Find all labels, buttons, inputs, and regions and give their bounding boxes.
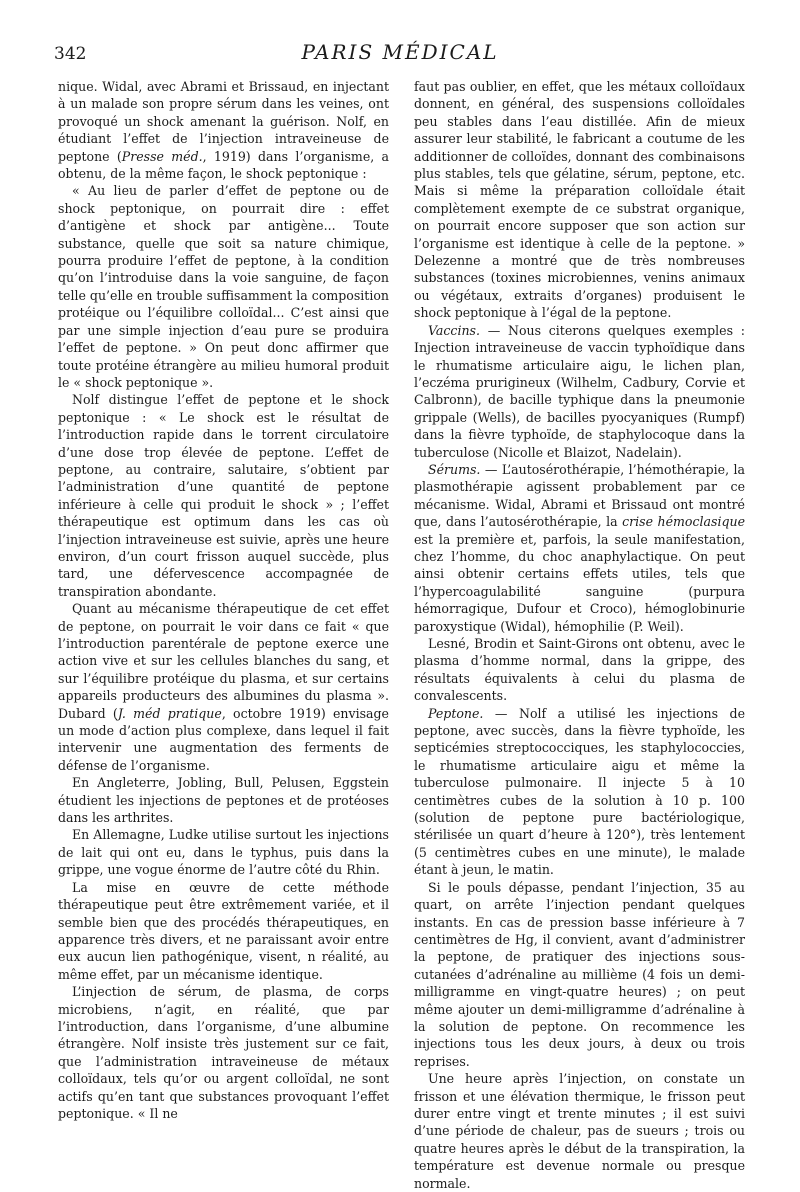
- citation: J. méd pratique: [117, 705, 222, 721]
- paragraph: En Allemagne, Ludke utilise surtout les injections de lait qui ont eu, dans le typhus, puis dans la grippe, une vogue énorme de l’autre côté du Rhin.: [58, 827, 389, 878]
- left-column: [58, 78, 389, 1122]
- paragraph: Si le pouls dépasse, pendant l’injection, 35 au quart, on arrête l’injection pendant quelques instants. En cas de pression basse inférieure à 7 centimètres de Hg, il convient, avant d’administrer la peptone, de pratiquer des injections sous-cutanées d’adrénaline au millième (4 fois un demi-milligramme en vingt-quatre heures) ; on peut même ajouter un demi-milligramme d’adrénaline à la solution de peptone. On recommence les injections tous les deux jours, à deux ou trois reprises.: [414, 879, 745, 1069]
- section-heading: Peptone.: [428, 705, 484, 721]
- right-column: [414, 78, 745, 1192]
- journal-title: PARIS MÉDICAL: [301, 40, 499, 64]
- paragraph: Lesné, Brodin et Saint-Girons ont obtenu, avec le plasma d’homme normal, dans la grippe, des résultats équivalents à celui du plasma de convalescents.: [414, 636, 745, 704]
- citation: Presse méd.: [121, 148, 203, 164]
- paragraph: Quant au mécanisme thérapeutique de cet effet de peptone, on pourrait le voir dans ce fait « que l’introduction parentérale de peptone exerce une action vive et sur les cellules blanches du sang, et sur l’équilibre protéique du plasma, et sur certains appareils producteurs des albumines du plasma ». Dubard (J. méd pratique, octobre 1919) envisage un mode d’action plus complexe, dans lequel il fait intervenir une augmentation des ferments de défense de l’organisme.: [58, 601, 389, 773]
- paragraph: Sérums. — L’autosérothérapie, l’hémothérapie, la plasmothérapie agissent probablement par ce mécanisme. Widal, Abrami et Brissaud ont montré que, dans l’autosérothérapie, la crise hémoclasique est la première et, parfois, la seule manifestation, chez l’homme, du choc anaphylactique. On peut ainsi obtenir certains effets utiles, tels que l’hypercoagulabilité sanguine (purpura hémorragique, Dufour et Croco), hémoglobinurie paroxystique (Widal), hémophilie (P. Weil).: [414, 461, 745, 634]
- section-heading: Sérums.: [428, 461, 481, 477]
- page-number: 342: [54, 44, 87, 64]
- paragraph: En Angleterre, Jobling, Bull, Pelusen, Eggstein étudient les injections de peptones et de protéoses dans les arthrites.: [58, 775, 389, 826]
- paragraph: Nolf distingue l’effet de peptone et le shock peptonique : « Le shock est le résultat de l’introduction rapide dans le torrent circulatoire d’une dose trop élevée de peptone. L’effet de peptone, au contraire, salutaire, s’obtient par l’administration d’une quantité de peptone inférieure à celle qui produit le shock » ; l’effet thérapeutique est optimum dans les cas où l’injection intraveineuse est suivie, après une heure environ, d’un court frisson auquel succède, plus tard, une défervescence accompagnée de transpiration abondante.: [58, 392, 389, 599]
- paragraph: faut pas oublier, en effet, que les métaux colloïdaux donnent, en général, des suspensions colloïdales peu stables dans l’eau distillée. Afin de mieux assurer leur stabilité, le fabricant a coutume de les additionner de colloïdes, donnant des combinaisons plus stables, tels que gélatine, sérum, peptone, etc. Mais si même la préparation colloïdale était complètement exempte de ce substrat organique, on pourrait encore supposer que son action sur l’organisme est identique à celle de la peptone. » Delezenne a montré que de très nombreuses substances (toxines microbiennes, venins animaux ou végétaux, extraits d’organes) produisent le shock peptonique à l’égal de la peptone.: [414, 79, 745, 321]
- section-heading: Vaccins.: [428, 322, 480, 338]
- paragraph: Une heure après l’injection, on constate un frisson et une élévation thermique, le frisson peut durer entre vingt et trente minutes ; il est suivi d’une période de chaleur, pas de sueurs ; trois ou quatre heures après le début de la transpiration, la température est devenue normale ou presque normale.: [414, 1071, 745, 1191]
- paragraph: Peptone. — Nolf a utilisé les injections de peptone, avec succès, dans la fièvre typhoïde, les septicémies streptococciques, les staphylococcies, le rhumatisme articulaire aigu et même la tuberculose pulmonaire. Il injecte 5 à 10 centimètres cubes de la solution à 10 p. 100 (solution de peptone pure bactériologique, stérilisée un quart d’heure à 120°), très lentement (5 centimètres cubes en une minute), le malade étant à jeun, le matin.: [414, 705, 745, 878]
- paragraph: L’injection de sérum, de plasma, de corps microbiens, n’agit, en réalité, que par l’introduction, dans l’organisme, d’une albumine étrangère. Nolf insiste très justement sur ce fait, que l’administration intraveineuse de métaux colloïdaux, tels qu’or ou argent colloïdal, ne sont actifs qu’en tant que substances provoquant l’effet peptonique. « Il ne: [58, 984, 389, 1121]
- paragraph: Vaccins. — Nous citerons quelques exemples : Injection intraveineuse de vaccin typhoïdique dans le rhumatisme articulaire aigu, le lichen plan, l’eczéma prurigineux (Wilhelm, Cadbury, Corvie et Calbronn), de bacille typhique dans la pneumonie grippale (Wells), de bacilles pyocyaniques (Rumpf) dans la fièvre typhoïde, de staphylocoque dans la tuberculose (Nicolle et Blaizot, Nadelain).: [414, 322, 745, 460]
- paragraph: La mise en œuvre de cette méthode thérapeutique peut être extrêmement variée, et il semble bien que des procédés thérapeutiques, en apparence très divers, et ne paraissant avoir entre eux aucun lien pathogénique, visent, n réalité, au même effet, par un mécanisme identique.: [58, 879, 389, 982]
- paragraph: « Au lieu de parler d’effet de peptone ou de shock peptonique, on pourrait dire : effet d’antigène et shock par antigène... Toute substance, quelle que soit sa nature chimique, pourra produire l’effet de peptone, à la condition qu’on l’introduise dans la voie sanguine, de façon telle qu’elle en trouble suffisamment la composition protéique ou l’équilibre colloïdal... C’est ainsi que par une simple injection d’eau pure se produira l’effet de peptone. » On peut donc affirmer que toute protéine étrangère au milieu humoral produit le « shock peptonique ».: [58, 183, 389, 390]
- paragraph: nique. Widal, avec Abrami et Brissaud, en injectant à un malade son propre sérum dans les veines, ont provoqué un shock amenant la guérison. Nolf, en étudiant l’effet de l’injection intraveineuse de peptone (Presse méd., 1919) dans l’organisme, a obtenu, de la même façon, le shock peptonique :: [58, 79, 389, 182]
